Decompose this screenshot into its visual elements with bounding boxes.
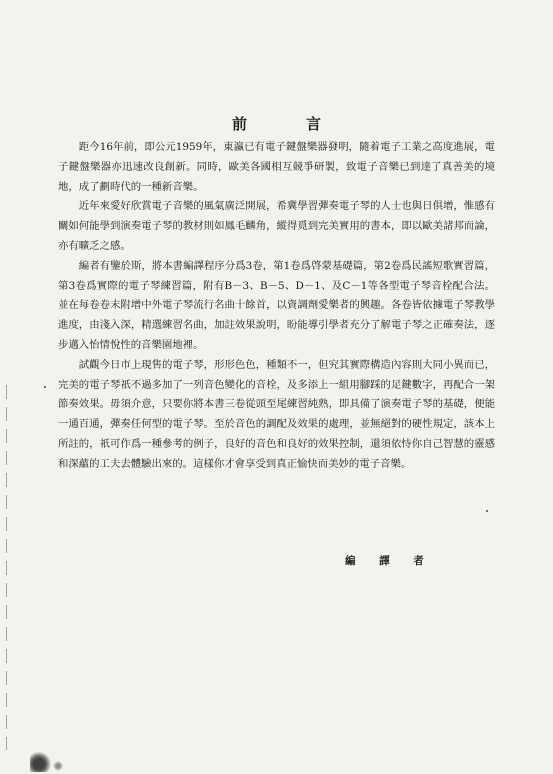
scan-edge-line: [6, 385, 7, 750]
scan-dot: [486, 510, 488, 512]
scan-smudge: [52, 760, 64, 772]
scan-dot: [44, 386, 46, 388]
paragraph-1: 距今16年前，即公元1959年，東瀛已有電子鍵盤樂器發明，隨着電子工業之高度進展，電子鍵盤樂器亦迅速改良創新。同時，歐美各國相互競爭研製，致電子音樂已到達了真善美的境地，成了劃時代的一種新音樂。: [58, 141, 495, 193]
preface-body: [58, 138, 495, 475]
scan-smudge: [30, 752, 52, 772]
paragraph-3: 編者有鑒於斯，將本書編譯程序分爲3卷，第1卷爲啓蒙基礎篇，第2卷爲民謠短歌實習篇，第3卷爲實際的電子琴練習篇，附有B－3、B－5、D－1、及C－1等各型電子琴音栓配合法。並在每卷卷末附增中外電子琴流行名曲十餘首，以資調劑愛樂者的興趣。各卷皆依據電子琴教學進度，由淺入深，精選練習名曲，加註效果說明，盼能導引學者充分了解電子琴之正確奏法，逐步邁入怡情悅性的音樂園地裡。: [58, 259, 495, 351]
paragraph-2: 近年來愛好欣賞電子音樂的風氣廣泛開展，希冀學習彈奏電子琴的人士也與日俱增，惟感有關如何能學到演奏電子琴的教材則如鳳毛麟角，縱得覓到完美實用的書本，即以歐美諸邦而論，亦有曠乏之感。: [58, 200, 495, 252]
signature: 編 譯 者: [345, 555, 434, 567]
paragraph-4: 試觀今日市上現售的電子琴，形形色色，種類不一，但究其實際構造內容則大同小異而已，完美的電子琴祇不過多加了一列音色變化的音栓，及多添上一組用腳踩的足鍵數字，再配合一架節奏效果。毋須介意，只要你將本書三卷從頭至尾練習純熟，即具備了演奏電子琴的基礎，便能一通百通，彈奏任何型的電子琴。至於音色的調配及效果的處理，並無絕對的硬性規定，該本上所註的，祇可作爲一種參考的例子，良好的音色和良好的效果控制，還須依恃你自己智慧的靈感和深蘊的工夫去體驗出來的。這樣你才會享受到真正愉快而美妙的電子音樂。: [58, 358, 495, 470]
page-title: 前 言: [231, 115, 343, 133]
